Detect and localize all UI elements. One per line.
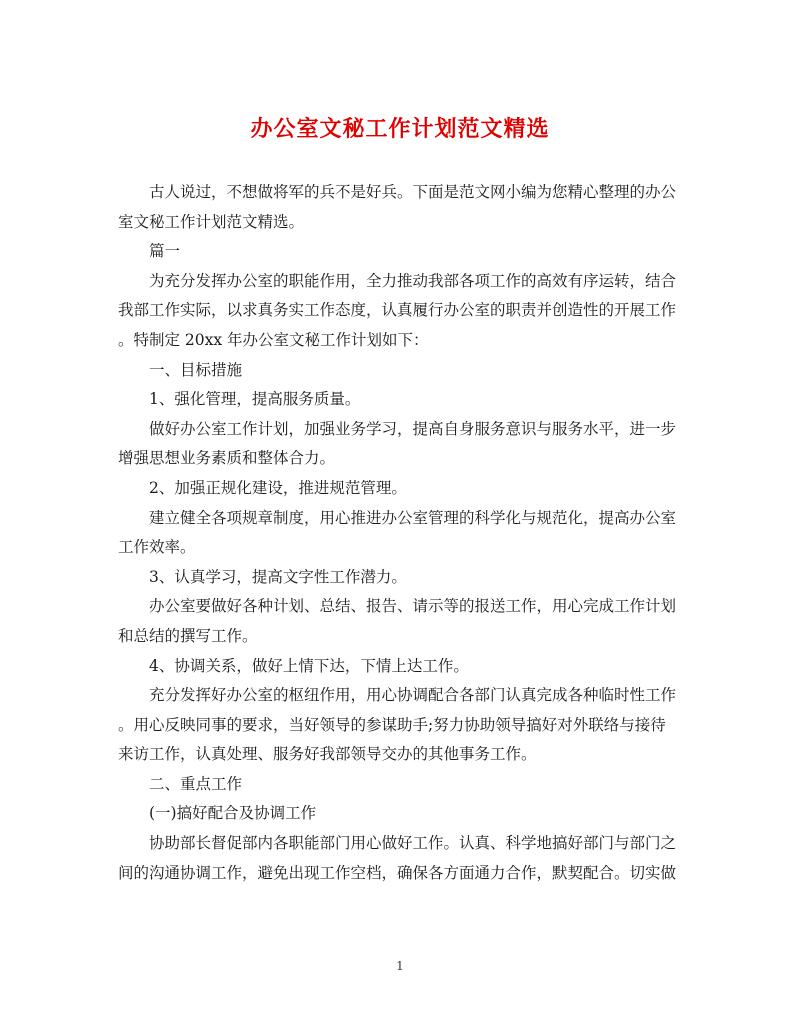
text-line: 3、认真学习，提高文字性工作潜力。 — [149, 567, 407, 586]
paragraph — [118, 681, 684, 770]
text-line: 篇一 — [149, 242, 181, 261]
text-line: 。用心反映同事的要求，当好领导的参谋助手;努力协助领导搞好对外联络与接待 — [118, 715, 666, 734]
text-line: (一)搞好配合及协调工作 — [149, 804, 317, 823]
paragraph — [118, 267, 684, 356]
text-line: 间的沟通协调工作，避免出现工作空档，确保各方面通力合作，默契配合。切实做 — [118, 863, 677, 882]
paragraph — [118, 385, 684, 415]
paragraph — [118, 652, 684, 682]
paragraph — [118, 770, 684, 800]
paragraph — [118, 592, 684, 651]
paragraph — [118, 799, 684, 829]
paragraph — [118, 415, 684, 474]
paragraph — [118, 504, 684, 563]
text-line: 1、强化管理，提高服务质量。 — [149, 390, 361, 409]
text-line: 做好办公室工作计划，加强业务学习，提高自身服务意识与服务水平，进一步 — [149, 419, 677, 438]
text-line: 工作效率。 — [118, 538, 196, 557]
paragraph — [118, 178, 684, 237]
text-line: 为充分发挥办公室的职能作用，全力推动我部各项工作的高效有序运转，结合 — [149, 271, 677, 290]
text-line: 2、加强正规化建设，推进规范管理。 — [149, 478, 407, 497]
text-line: 我部工作实际，以求真务实工作态度，认真履行办公室的职责并创造性的开展工作 — [118, 301, 677, 320]
text-line: 来访工作，认真处理、服务好我部领导交办的其他事务工作。 — [118, 745, 537, 764]
text-line: 一、目标措施 — [149, 360, 243, 379]
paragraph — [118, 237, 684, 267]
text-line: 建立健全各项规章制度，用心推进办公室管理的科学化与规范化，提高办公室 — [149, 508, 677, 527]
text-line: 和总结的撰写工作。 — [118, 626, 258, 645]
text-line: 室文秘工作计划范文精选。 — [118, 212, 305, 231]
paragraph — [118, 356, 684, 386]
document-body — [118, 178, 684, 888]
text-line: 4、协调关系，做好上情下达，下情上达工作。 — [149, 656, 469, 675]
document-title: 办公室文秘工作计划范文精选 — [250, 116, 550, 142]
paragraph — [118, 829, 684, 888]
text-line: 增强思想业务素质和整体合力。 — [118, 449, 336, 468]
paragraph — [118, 563, 684, 593]
text-line: 古人说过，不想做将军的兵不是好兵。下面是范文网小编为您精心整理的办公 — [149, 183, 677, 201]
text-line: 二、重点工作 — [149, 774, 243, 793]
text-line: 充分发挥好办公室的枢纽作用，用心协调配合各部门认真完成各种临时性工作 — [149, 686, 677, 705]
text-line: 办公室要做好各种计划、总结、报告、请示等的报送工作，用心完成工作计划 — [149, 597, 677, 616]
text-line: 。特制定 20xx 年办公室文秘工作计划如下： — [118, 330, 429, 349]
text-line: 协助部长督促部内各职能部门用心做好工作。认真、科学地搞好部门与部门之 — [149, 834, 677, 853]
page-number: 1 — [396, 959, 404, 973]
paragraph — [118, 474, 684, 504]
